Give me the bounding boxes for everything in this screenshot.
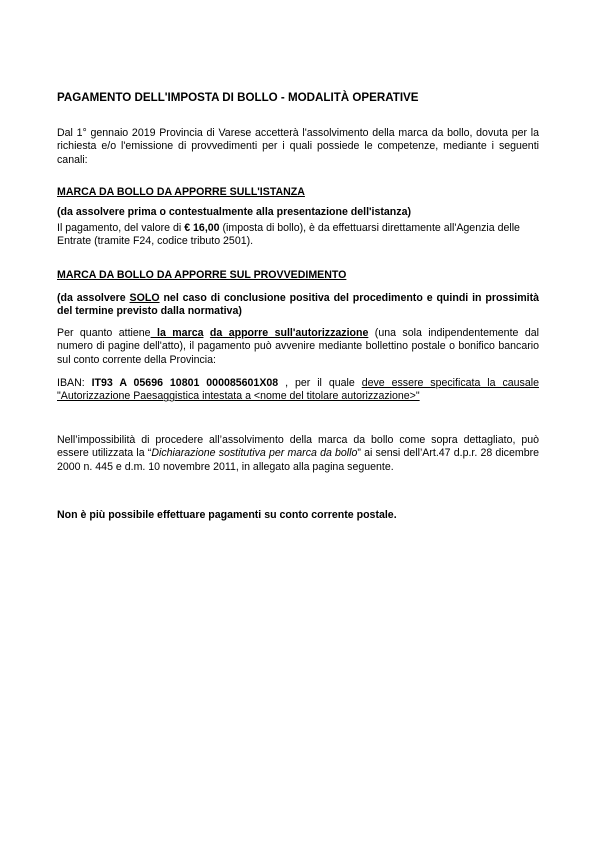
dichiarazione-title: Dichiarazione sostitutiva per marca da bollo (151, 447, 358, 460)
iban-causale: deve essere specificata la causale "Autorizzazione Paesaggistica intestata a <nome del titolare autorizzazione>" (57, 377, 539, 403)
iban-label: IBAN: (57, 377, 92, 389)
text-fragment: Per quanto attiene (57, 327, 151, 339)
text-fragment: (da assolvere (57, 292, 130, 304)
text-fragment: Il pagamento, del valore di (57, 222, 185, 234)
amount-value: € 16,00 (184, 222, 220, 234)
emphasis-la-marca: la marca (150, 327, 204, 339)
intro-paragraph: Dal 1° gennaio 2019 Provincia di Varese accetterà l'assolvimento della marca da bollo, dovuta per la richiesta e/o l'emissione di provvedimenti per i quali possiede le competenze, mediante i seguenti canali: (57, 127, 539, 166)
text-fragment: (imposta di bollo), è da effettuarsi direttamente all'Agenzia delle Entrate (tramite F24, codice tributo 2501). (57, 222, 520, 248)
text-fragment: Nell’impossibilità di procedere all’assolvimento della marca da bollo come sopra dettagliato, può essere utilizzata la “ (57, 434, 539, 460)
section-note-istanza: (da assolvere prima o contestualmente alla presentazione dell'istanza) (57, 206, 411, 218)
page-title: PAGAMENTO DELL'IMPOSTA DI BOLLO - MODALITÀ OPERATIVE (57, 91, 419, 104)
iban-value: IT93 A 05696 10801 000085601X08 (91, 377, 279, 389)
paragraph-pagamento-istanza (57, 222, 539, 249)
section-heading-istanza: MARCA DA BOLLO DA APPORRE SULL'ISTANZA (57, 186, 305, 198)
final-note: Non è più possibile effettuare pagamenti su conto corrente postale. (57, 509, 397, 521)
text-fragment: , per il quale (278, 377, 362, 389)
emphasis-solo: SOLO (129, 292, 160, 304)
section-heading-provvedimento: MARCA DA BOLLO DA APPORRE SUL PROVVEDIMENTO (57, 269, 347, 281)
section-note-provvedimento (57, 292, 539, 319)
emphasis-da-apporre: da apporre sull'autorizzazione (209, 327, 369, 339)
paragraph-autorizzazione (57, 327, 539, 367)
text-fragment: (una sola indipendentemente dal numero di pagine dell'atto), il pagamento può avvenire mediante bollettino postale o bonifico bancario sul conto corrente della Provincia: (57, 327, 539, 366)
text-fragment: nel caso di conclusione positiva del procedimento e quindi in prossimità del termine previsto dalla normativa) (57, 292, 539, 318)
paragraph-dichiarazione-sostitutiva (57, 434, 539, 474)
text-fragment: ” ai sensi dell’Art.47 d.p.r. 28 dicembre 2000 n. 445 e d.m. 10 novembre 2011, in allegato alla pagina seguente. (57, 447, 540, 473)
iban-paragraph (57, 377, 539, 404)
